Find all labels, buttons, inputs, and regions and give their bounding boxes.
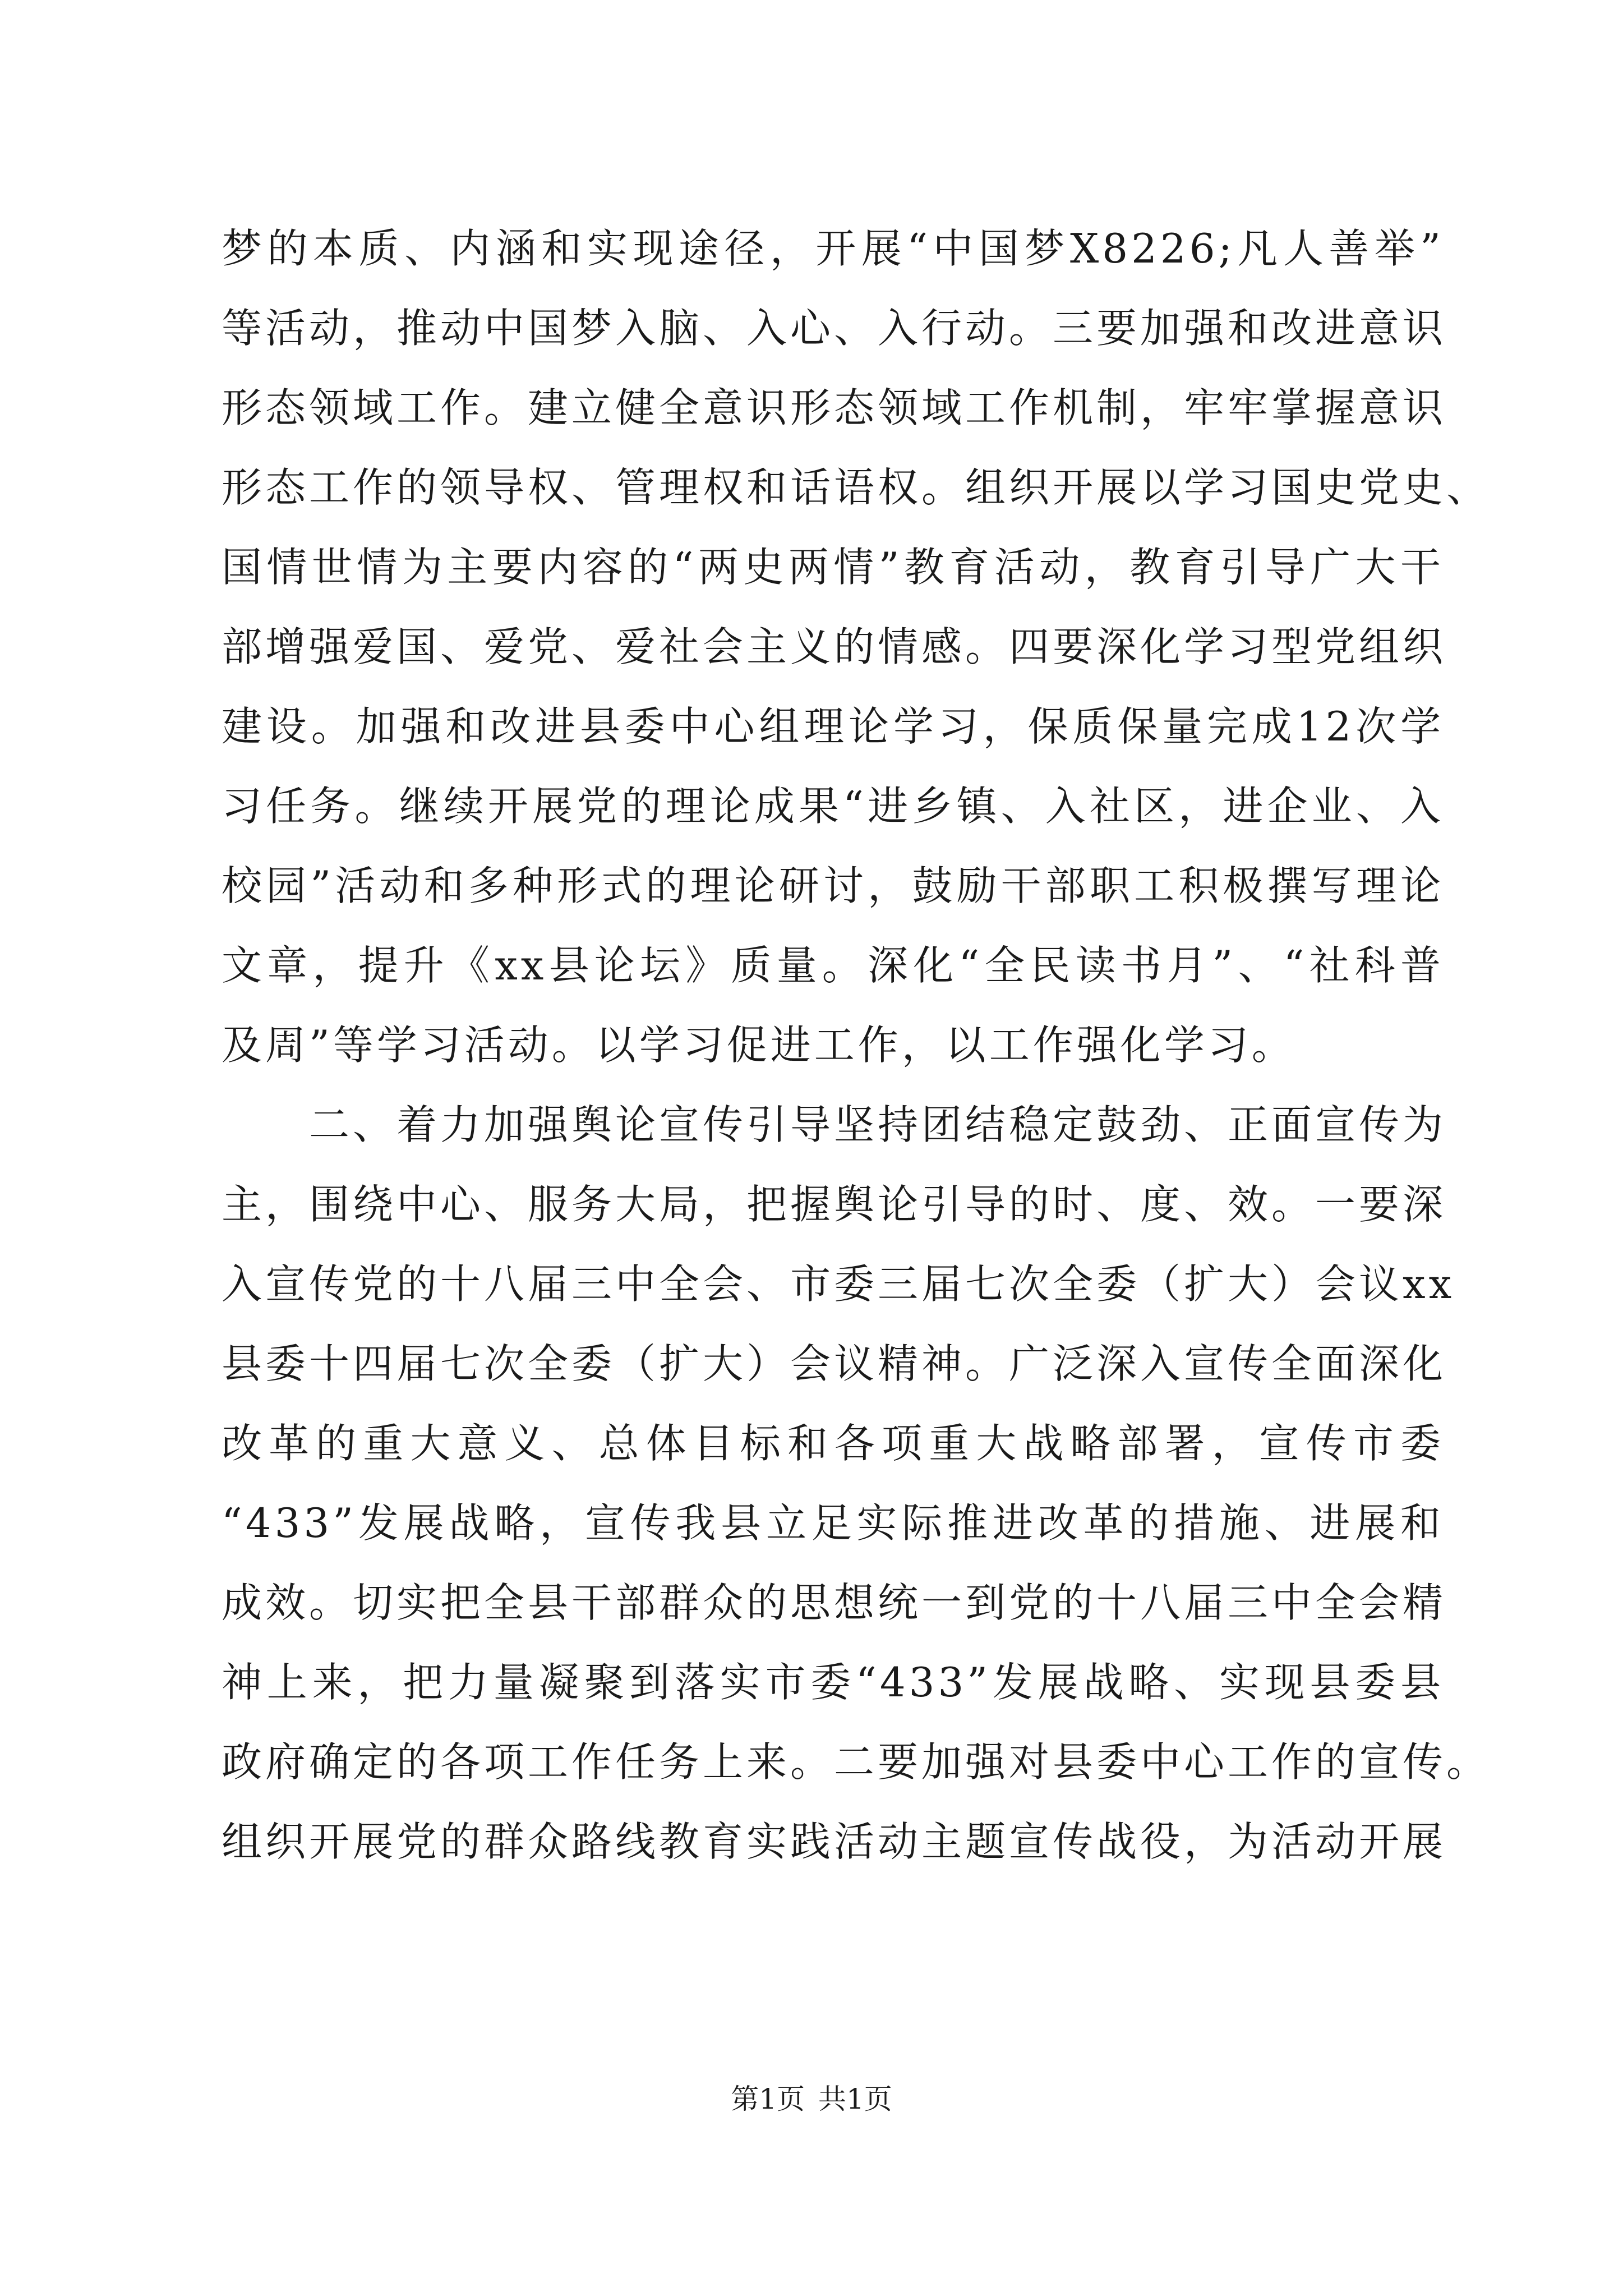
paragraph-end-line: 及周”等学习活动。以学习促进工作，以工作强化学习。 xyxy=(222,1022,1295,1069)
text-line: 梦的本质、内涵和实现途径，开展“中国梦X8226;凡人善举” xyxy=(222,225,1444,272)
paragraph-start-line: 二、着力加强舆论宣传引导坚持团结稳定鼓劲、正面宣传为 xyxy=(309,1101,1447,1148)
text-line: 神上来，把力量凝聚到落实市委“433”发展战略、实现县委县 xyxy=(222,1659,1444,1706)
page-number: 第1页 xyxy=(731,2083,805,2115)
text-line: 形态工作的领导权、管理权和话语权。组织开展以学习国史党史、 xyxy=(222,464,1491,511)
text-line: 形态领域工作。建立健全意识形态领域工作机制，牢牢掌握意识 xyxy=(222,384,1447,431)
text-line: 校园”活动和多种形式的理论研讨，鼓励干部职工积极撰写理论 xyxy=(222,862,1444,909)
text-line: 国情世情为主要内容的“两史两情”教育活动，教育引导广大干 xyxy=(222,544,1444,591)
text-line: 建设。加强和改进县委中心组理论学习，保质保量完成12次学 xyxy=(222,703,1444,750)
text-line: 主，围绕中心、服务大局，把握舆论引导的时、度、效。一要深 xyxy=(222,1181,1447,1228)
text-line: 成效。切实把全县干部群众的思想统一到党的十八届三中全会精 xyxy=(222,1579,1447,1626)
text-line: 政府确定的各项工作任务上来。二要加强对县委中心工作的宣传。 xyxy=(222,1738,1491,1786)
text-line: 改革的重大意义、总体目标和各项重大战略部署，宣传市委 xyxy=(222,1420,1444,1467)
page-total: 共1页 xyxy=(818,2083,892,2115)
text-line: 习任务。继续开展党的理论成果“进乡镇、入社区，进企业、入 xyxy=(222,783,1444,830)
text-line: 文章，提升《xx县论坛》质量。深化“全民读书月”、“社科普 xyxy=(222,942,1444,989)
text-line: 等活动，推动中国梦入脑、入心、入行动。三要加强和改进意识 xyxy=(222,305,1447,352)
text-line: 县委十四届七次全委（扩大）会议精神。广泛深入宣传全面深化 xyxy=(222,1340,1447,1387)
text-line: “433”发展战略，宣传我县立足实际推进改革的措施、进展和 xyxy=(222,1499,1444,1547)
page-footer xyxy=(0,2082,1623,2116)
document-body xyxy=(222,209,1491,1881)
text-line: 部增强爱国、爱党、爱社会主义的情感。四要深化学习型党组织 xyxy=(222,623,1447,670)
text-line: 组织开展党的群众路线教育实践活动主题宣传战役，为活动开展 xyxy=(222,1818,1447,1865)
text-line: 入宣传党的十八届三中全会、市委三届七次全委（扩大）会议xx xyxy=(222,1260,1455,1308)
